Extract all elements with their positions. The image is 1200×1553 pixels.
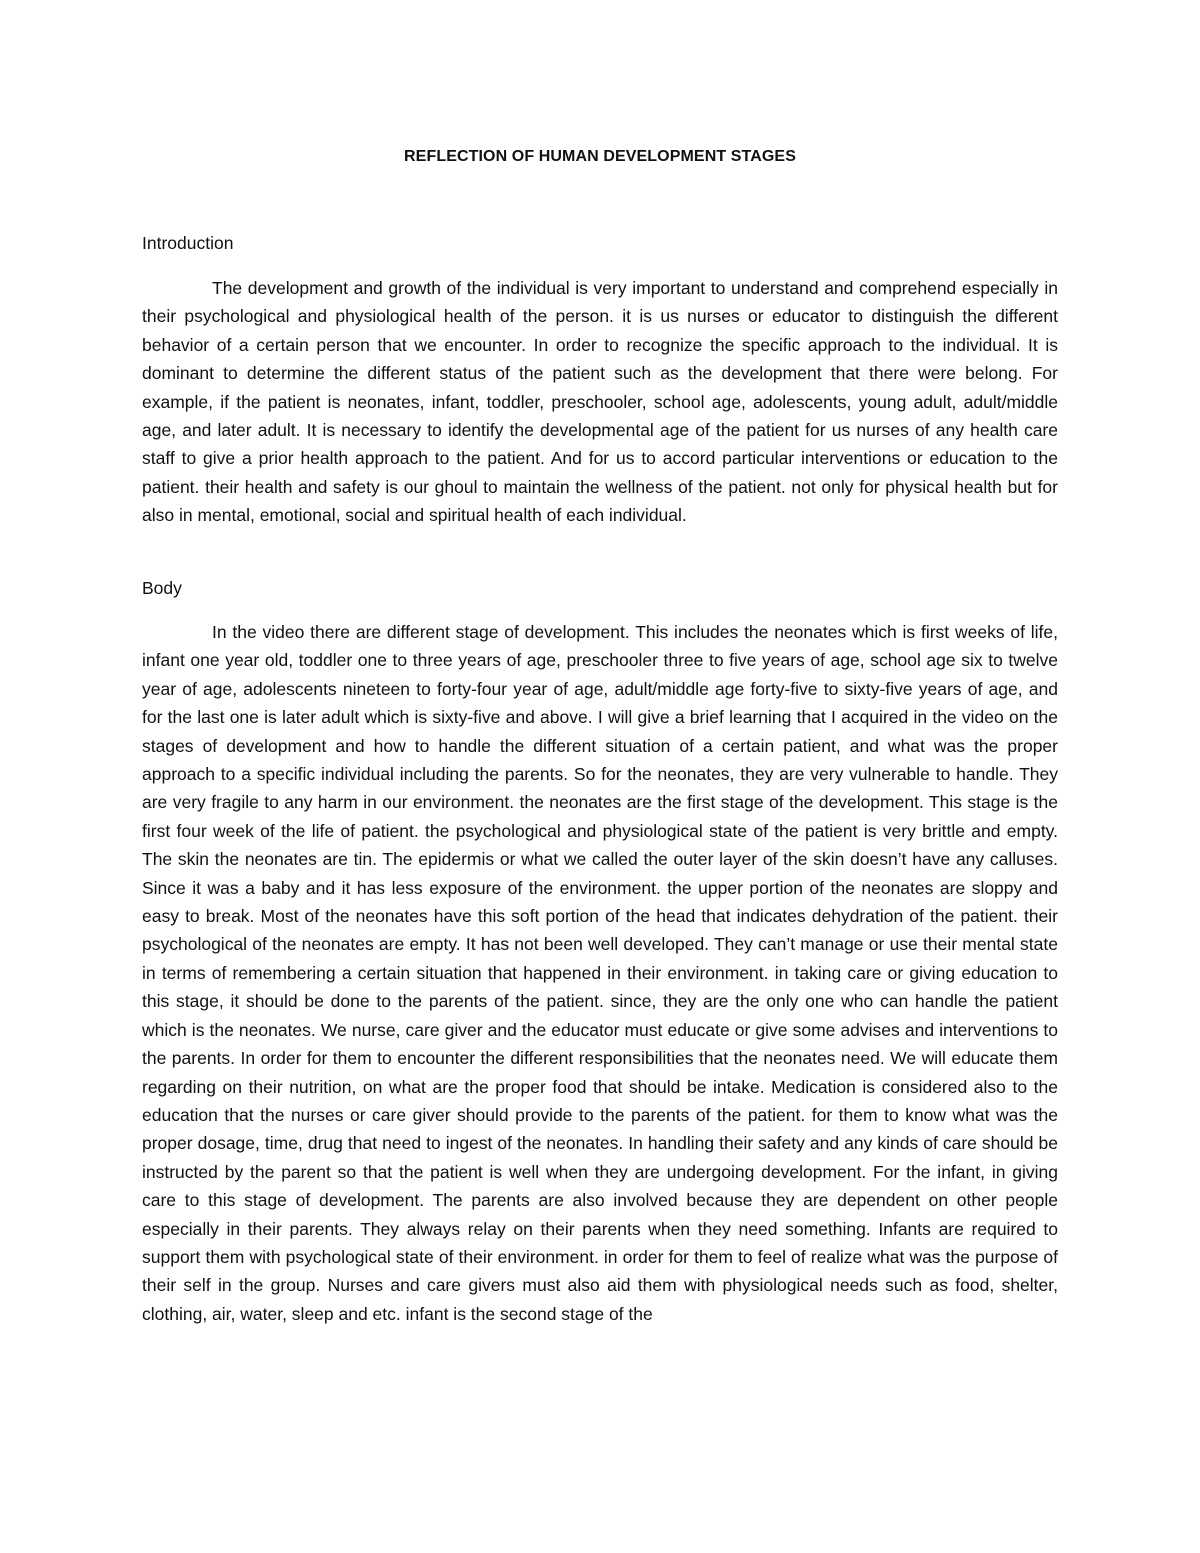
section-heading-body: Body bbox=[142, 578, 182, 598]
introduction-paragraph: The development and growth of the individual is very important to understand and comprehend especially in their psychological and physiological health of the person. it is us nurses or educator to distinguish the different behavior of a certain person that we encounter. In order to recognize the specific approach to the individual. It is dominant to determine the different status of the patient such as the development that there were belong. For example, if the patient is neonates, infant, toddler, preschooler, school age, adolescents, young adult, adult/middle age, and later adult. It is necessary to identify the developmental age of the patient for us nurses of any health care staff to give a prior health approach to the patient. And for us to accord particular interventions or education to the patient. their health and safety is our ghoul to maintain the wellness of the patient. not only for physical health but for also in mental, emotional, social and spiritual health of each individual. bbox=[142, 278, 1058, 526]
document-title: REFLECTION OF HUMAN DEVELOPMENT STAGES bbox=[404, 148, 796, 165]
body-paragraph: In the video there are different stage of development. This includes the neonates which is first weeks of life, infant one year old, toddler one to three years of age, preschooler three to five years of age, school age six to twelve year of age, adolescents nineteen to forty-four year of age, adult/middle age forty-five to sixty-five years of age, and for the last one is later adult which is sixty-five and above. I will give a brief learning that I acquired in the video on the stages of development and how to handle the different situation of a certain patient, and what was the proper approach to a specific individual including the parents. So for the neonates, they are very vulnerable to handle. They are very fragile to any harm in our environment. the neonates are the first stage of the development. This stage is the first four week of the life of patient. the psychological and physiological state of the patient is very brittle and empty. The skin the neonates are tin. The epidermis or what we called the outer layer of the skin doesn’t have any calluses. Since it was a baby and it has less exposure of the environment. the upper portion of the neonates are sloppy and easy to break. Most of the neonates have this soft portion of the head that indicates dehydration of the patient. their psychological of the neonates are empty. It has not been well developed. They can’t manage or use their mental state in terms of remembering a certain situation that happened in their environment. in taking care or giving education to this stage, it should be done to the parents of the patient. since, they are the only one who can handle the patient which is the neonates. We nurse, care giver and the educator must educate or give some advises and interventions to the parents. In order for them to encounter the different responsibilities that the neonates need. We will educate them regarding on their nutrition, on what are the proper food that should be intake. Medication is considered also to the education that the nurses or care giver should provide to the parents of the patient. for them to know what was the proper dosage, time, drug that need to ingest of the neonates. In handling their safety and any kinds of care should be instructed by the parent so that the patient is well when they are undergoing development. For the infant, in giving care to this stage of development. The parents are also involved because they are dependent on other people especially in their parents. They always relay on their parents when they need something. Infants are required to support them with psychological state of their environment. in order for them to feel of realize what was the purpose of their self in the group. Nurses and care givers must also aid them with physiological needs such as food, shelter, clothing, air, water, sleep and etc. infant is the second stage of the bbox=[142, 622, 1058, 1324]
section-heading-introduction: Introduction bbox=[142, 233, 234, 253]
